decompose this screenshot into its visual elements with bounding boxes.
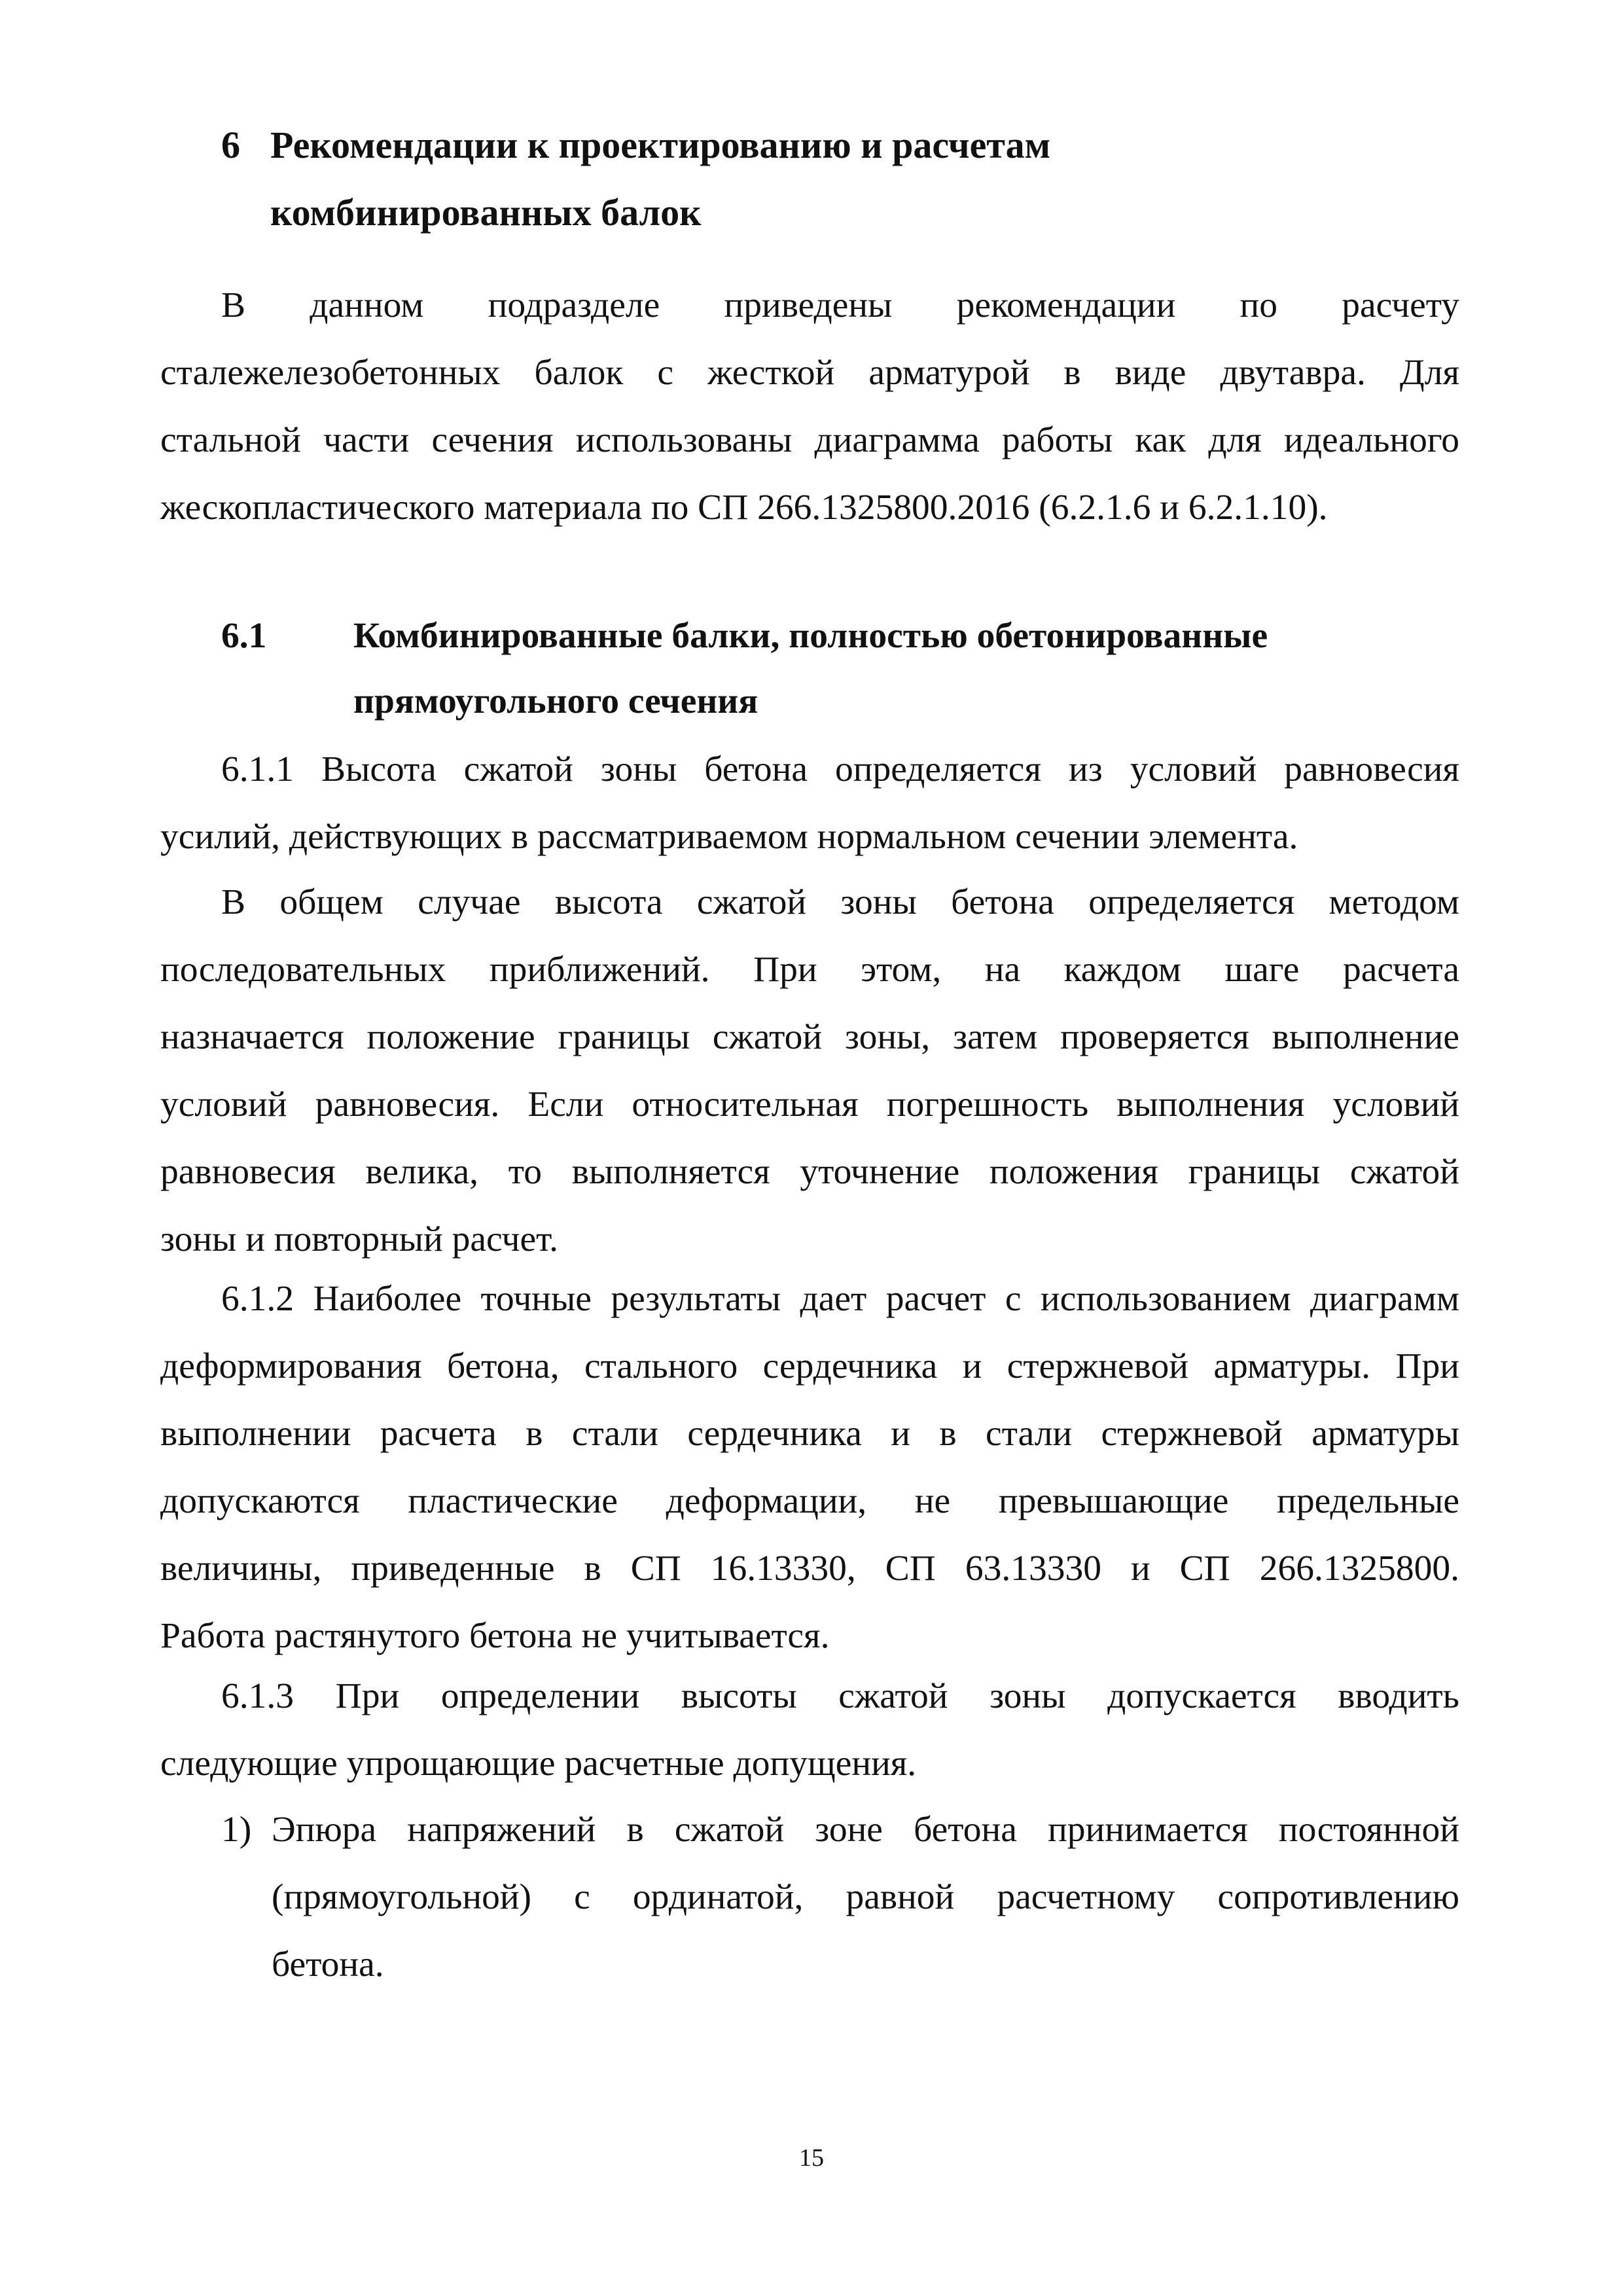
text-line: выполнении расчета в стали сердечника и в стали стержневой арматуры [160, 1414, 1459, 1454]
paragraph-6-1-2 [160, 1265, 1459, 1670]
subsection-title-line-1: Комбинированные балки, полностью обетонированные [353, 616, 1268, 656]
text-line: (прямоугольной) с ординатой, равной расчетному сопротивлению [272, 1877, 1459, 1917]
text-line: 6.1.1 Высота сжатой зоны бетона определяется из условий равновесия [221, 749, 1459, 789]
text-line: стальной части сечения использованы диаграмма работы как для идеального [160, 420, 1459, 460]
section-heading [160, 111, 1459, 246]
text-line: Работа растянутого бетона не учитывается. [160, 1616, 830, 1656]
text-line: деформирования бетона, стального сердечника и стержневой арматуры. При [160, 1346, 1459, 1386]
text-line: следующие упрощающие расчетные допущения. [160, 1744, 917, 1784]
text-line: Эпюра напряжений в сжатой зоне бетона принимается постоянной [272, 1810, 1459, 1850]
intro-paragraph [160, 272, 1459, 541]
text-line: назначается положение границы сжатой зоны, затем проверяется выполнение [160, 1017, 1459, 1057]
paragraph-6-1-1 [160, 736, 1459, 870]
text-line: зоны и повторный расчет. [160, 1219, 559, 1259]
subsection-title-line-2: прямоугольного сечения [353, 681, 758, 721]
section-number: 6 [221, 124, 240, 166]
list-marker: 1) [221, 1810, 252, 1850]
text-line: усилий, действующих в рассматриваемом нормальном сечении элемента. [160, 817, 1298, 857]
section-title-line-1: Рекомендации к проектированию и расчетам [270, 124, 1051, 166]
text-line: последовательных приближений. При этом, на каждом шаге расчета [160, 950, 1459, 990]
list-item [160, 1796, 1459, 1999]
paragraph-6-1-3 [160, 1662, 1459, 1797]
paragraph-general-case [160, 869, 1459, 1273]
text-line: 6.1.3 При определении высоты сжатой зоны допускается вводить [221, 1676, 1459, 1716]
text-line: допускаются пластические деформации, не превышающие предельные [160, 1481, 1459, 1521]
text-line: величины, приведенные в СП 16.13330, СП 63.13330 и СП 266.1325800. [160, 1549, 1459, 1588]
page-number: 15 [799, 2144, 824, 2172]
text-line: бетона. [272, 1945, 384, 1984]
text-line: условий равновесия. Если относительная погрешность выполнения условий [160, 1085, 1459, 1124]
text-line: сталежелезобетонных балок с жесткой арматурой в виде двутавра. Для [160, 353, 1459, 393]
subsection-number: 6.1 [221, 616, 267, 656]
text-line: 6.1.2 Наиболее точные результаты дает расчет с использованием диаграмм [221, 1279, 1459, 1319]
text-line: В общем случае высота сжатой зоны бетона определяется методом [221, 882, 1459, 922]
subsection-heading [160, 603, 1459, 734]
text-line: В данном подразделе приведены рекомендации по расчету [221, 285, 1459, 325]
section-title-line-2: комбинированных балок [270, 191, 702, 234]
text-line: равновесия велика, то выполняется уточнение положения границы сжатой [160, 1152, 1459, 1192]
text-line: жескопластического материала по СП 266.1325800.2016 (6.2.1.6 и 6.2.1.10). [160, 488, 1328, 528]
